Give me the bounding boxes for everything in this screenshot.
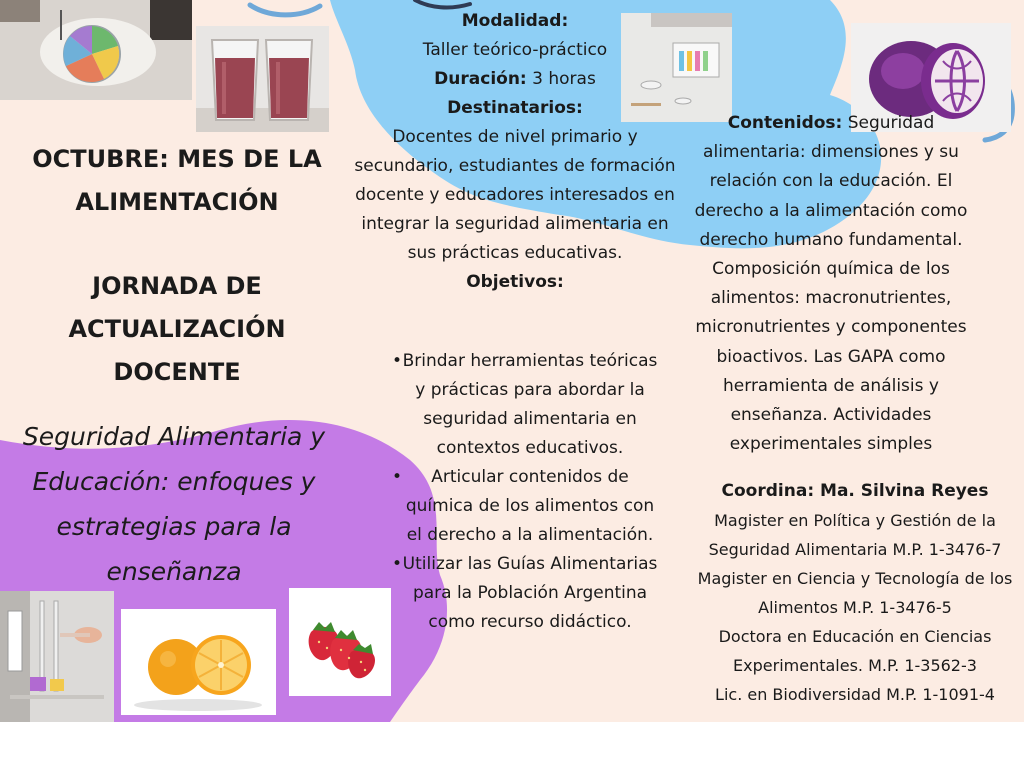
objetivo-text: Brindar herramientas teóricas y prácticas para abordar la seguridad alimentaria en contextos educativos.	[402, 351, 658, 458]
objetivo-text: Utilizar las Guías Alimentarias para la Población Argentina como recurso didáctico.	[402, 554, 658, 632]
credential-item: Magister en Ciencia y Tecnología de los Alimentos M.P. 1-3476-5	[697, 569, 1013, 617]
destinatarios-label: Destinatarios:	[447, 98, 583, 118]
list-item	[370, 550, 660, 637]
coordina-label: Coordina: Ma. Silvina Reyes	[721, 481, 989, 501]
modalidad-value: Taller teórico-práctico	[422, 40, 608, 60]
list-item	[370, 463, 660, 550]
list-item	[370, 347, 660, 463]
objetivos-label: Objetivos:	[466, 272, 564, 292]
decorative-curve-top	[250, 5, 320, 15]
credential-item: Lic. en Biodiversidad M.P. 1-1091-4	[715, 685, 995, 704]
orange-photo	[121, 609, 276, 715]
bullet: •	[392, 467, 403, 487]
coordina-block	[690, 477, 1020, 709]
subtitle: Seguridad Alimentaria y Educación: enfoques y estrategias para la enseñanza	[22, 422, 326, 586]
contenidos-block	[682, 109, 980, 459]
heading-jornada: JORNADA DE ACTUALIZACIÓN DOCENTE	[68, 272, 286, 386]
bullet: •	[392, 351, 403, 371]
bullet: •	[392, 554, 403, 574]
objetivo-text: Articular contenidos de química de los alimentos con el derecho a la alimentación.	[405, 467, 655, 545]
destinatarios-value: Docentes de nivel primario y secundario, estudiantes de formación docente y educadores interesados en integrar la seguridad alimentaria en sus prácticas educativas.	[354, 127, 676, 263]
food-plate-guide-photo	[0, 0, 192, 100]
heading-mes-alimentacion: OCTUBRE: MES DE LA ALIMENTACIÓN	[32, 145, 322, 216]
info-block	[340, 7, 690, 297]
modalidad-label: Modalidad:	[461, 11, 569, 31]
lab-pipette-photo	[0, 591, 114, 722]
objetivos-list	[370, 347, 660, 637]
contenidos-label: Contenidos:	[727, 113, 843, 133]
credential-item: Doctora en Educación en Ciencias Experimentales. M.P. 1-3562-3	[718, 627, 992, 675]
contenidos-value: Seguridad alimentaria: dimensiones y su relación con la educación. El derecho a la alimentación como derecho humano fundamental. Composición química de los alimentos: macronutrientes, micronutrientes y componentes bioactivos. Las GAPA como herramienta de análisis y enseñanza. Actividades experimentales simples	[694, 113, 968, 455]
smoothie-glasses-photo	[196, 26, 329, 132]
duracion-value: 3 horas	[532, 69, 596, 89]
credential-item: Magister en Política y Gestión de la Seguridad Alimentaria M.P. 1-3476-7	[708, 511, 1002, 559]
duracion-label: Duración:	[434, 69, 527, 89]
